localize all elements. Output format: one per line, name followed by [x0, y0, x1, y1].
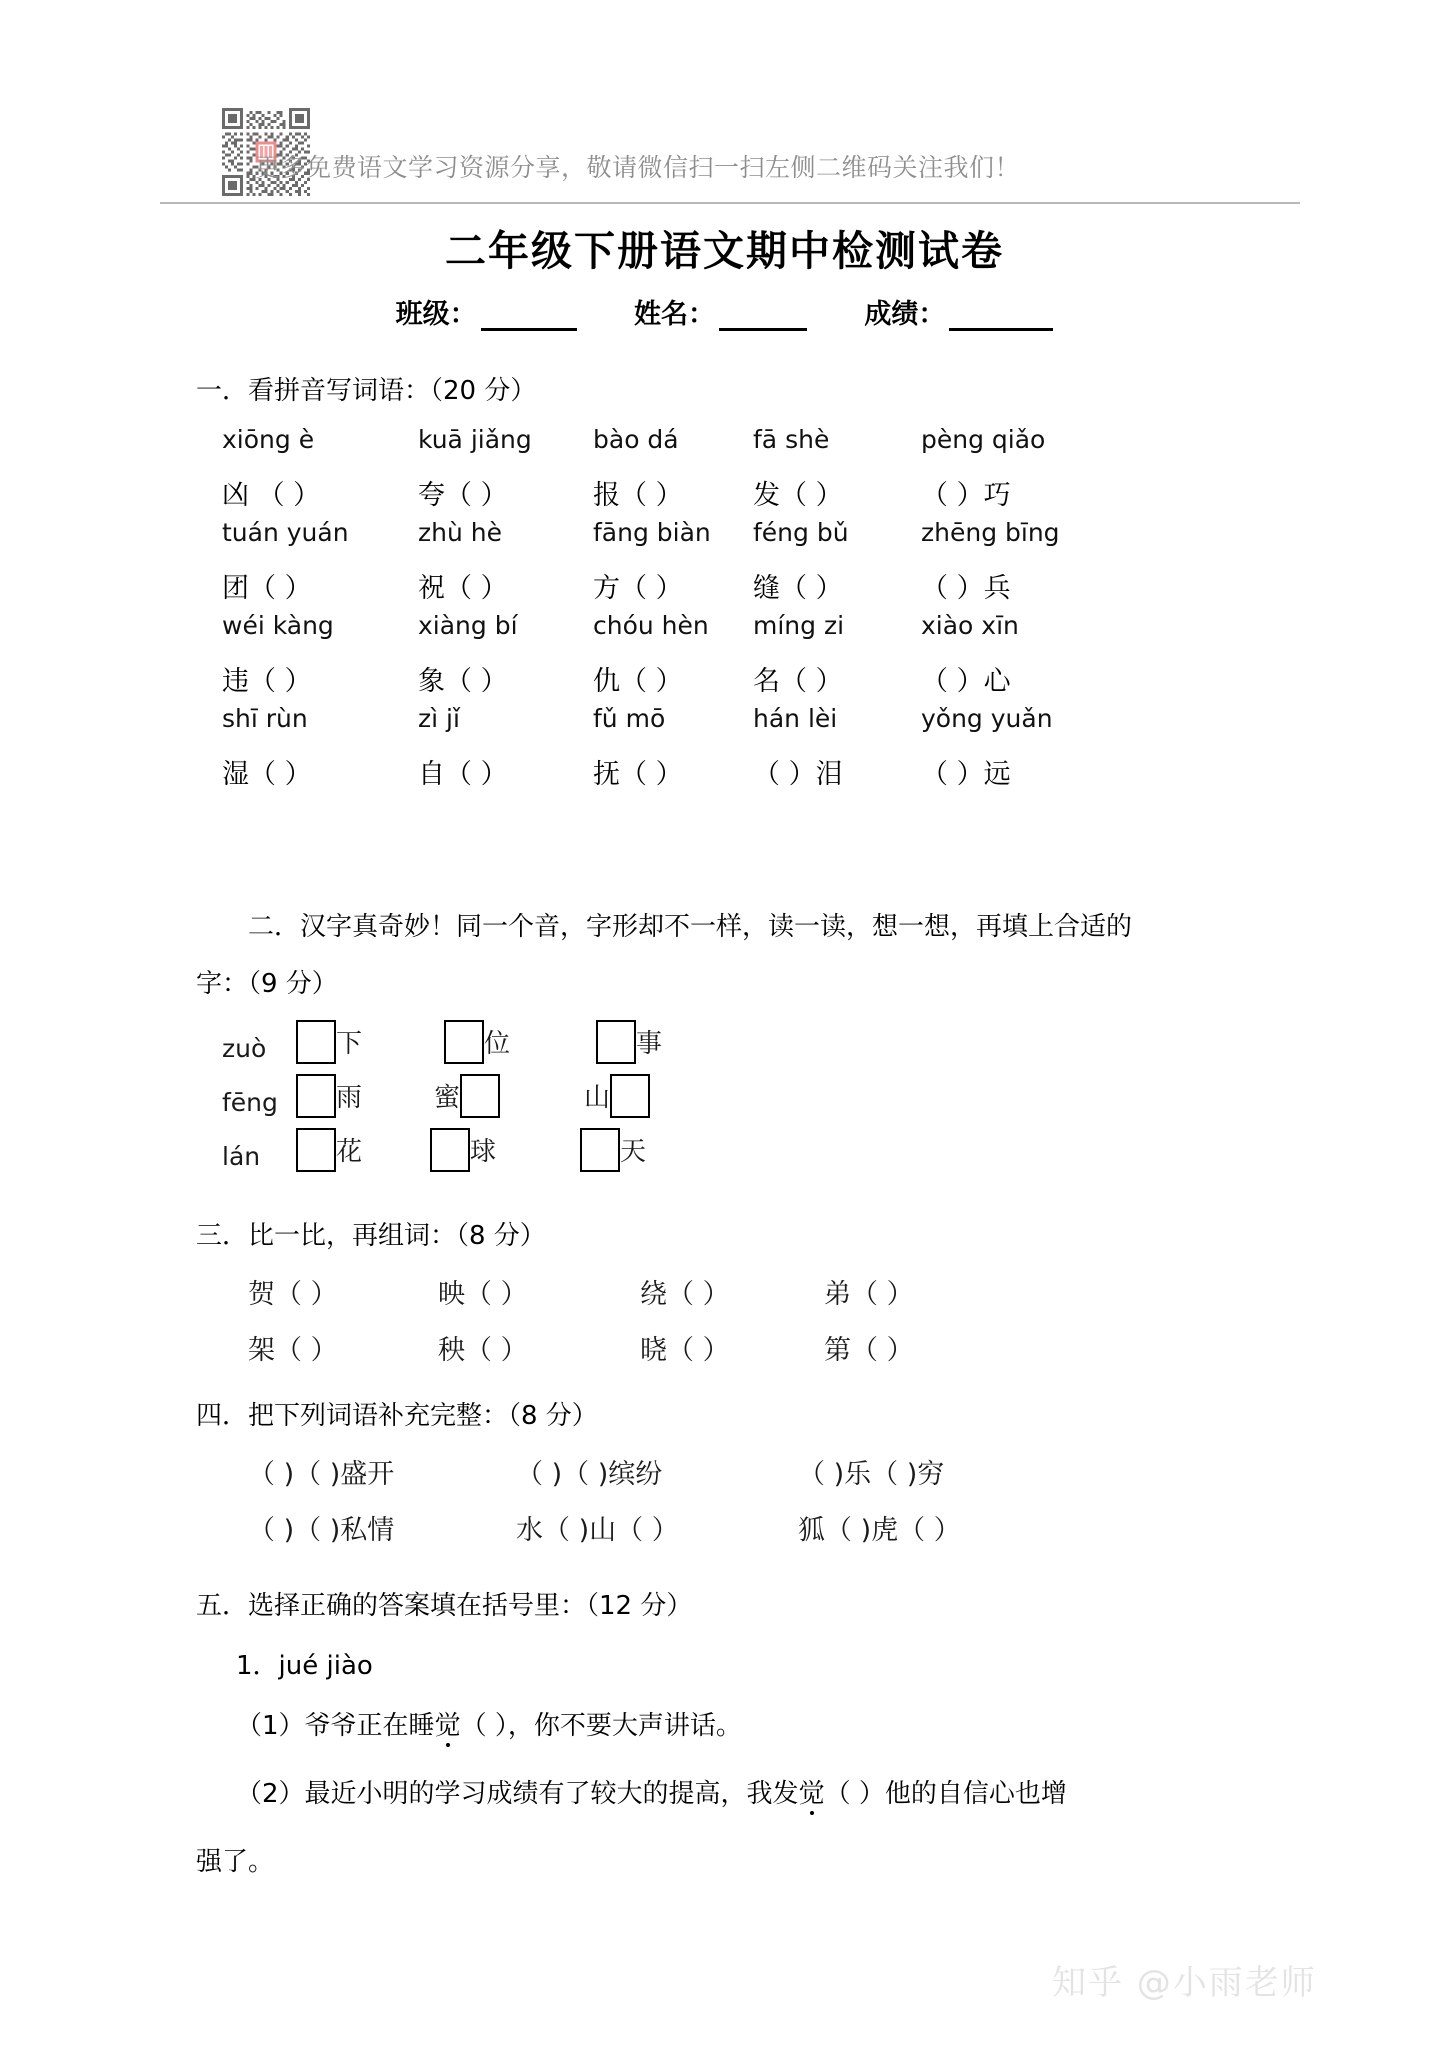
- section-5-heading: 五．选择正确的答案填在括号里：（12 分）: [196, 1591, 693, 1621]
- promo-divider: [160, 202, 1300, 204]
- answer-cell[interactable]: （ ）泪: [753, 759, 843, 790]
- box-char: 下: [336, 1028, 363, 1059]
- box-char: 球: [470, 1136, 497, 1167]
- section-1-heading: 一．看拼音写词语：（20 分）: [196, 376, 537, 406]
- answer-cell[interactable]: （ ）远: [921, 759, 1011, 790]
- word-build-cell[interactable]: 第（ ）: [824, 1335, 914, 1366]
- section-5-item-number: 1．jué jiào: [236, 1651, 373, 1681]
- answer-cell[interactable]: 违（ ）: [222, 666, 312, 697]
- answer-cell[interactable]: 象（ ）: [418, 666, 508, 697]
- pinyin-cell: kuā jiǎng: [418, 425, 532, 454]
- section-2-row-zuo: [222, 1018, 922, 1076]
- answer-box[interactable]: [296, 1020, 336, 1064]
- watermark: 知乎 @小雨老师: [1052, 1963, 1317, 2003]
- class-field[interactable]: [396, 292, 577, 331]
- pinyin-cell: chóu hèn: [593, 611, 709, 640]
- word-build-cell[interactable]: 晓（ ）: [640, 1335, 730, 1366]
- question-text-before: 爷爷正在睡: [304, 1711, 435, 1741]
- section-5-question-2[interactable]: [236, 1773, 1067, 1810]
- idiom-cell[interactable]: 狐（ )虎（ ）: [798, 1515, 961, 1546]
- emphasized-char: 觉: [798, 1779, 825, 1809]
- box-char: 天: [620, 1136, 647, 1167]
- box-group[interactable]: [434, 1074, 500, 1128]
- section-5-question-2-continued: 强了。: [196, 1847, 275, 1877]
- section-3-row-1[interactable]: [248, 1272, 1248, 1311]
- box-group[interactable]: [596, 1020, 662, 1074]
- section-4-heading: 四．把下列词语补充完整：（8 分）: [196, 1401, 598, 1431]
- answer-box[interactable]: [296, 1128, 336, 1172]
- word-build-cell[interactable]: 贺（ ）: [248, 1279, 338, 1310]
- answer-box[interactable]: [596, 1020, 636, 1064]
- idiom-cell[interactable]: （ )乐（ )穷: [798, 1459, 945, 1490]
- answer-box[interactable]: [430, 1128, 470, 1172]
- answer-cell[interactable]: 抚（ ）: [593, 759, 683, 790]
- answer-cell[interactable]: 发（ ）: [753, 480, 843, 511]
- question-number: （2）: [236, 1779, 305, 1809]
- idiom-cell[interactable]: 水（ )山（ ）: [516, 1515, 679, 1546]
- section-1-answer-row-4[interactable]: [222, 752, 1182, 791]
- section-2-pinyin-label: fēng: [222, 1088, 278, 1117]
- answer-cell[interactable]: （ ）心: [921, 666, 1011, 697]
- emphasized-char: 觉: [434, 1711, 461, 1741]
- answer-box[interactable]: [580, 1128, 620, 1172]
- name-blank[interactable]: [719, 304, 807, 331]
- pinyin-cell: pèng qiǎo: [921, 425, 1046, 454]
- section-2-heading-line1: 二．汉字真奇妙！同一个音，字形却不一样，读一读，想一想，再填上合适的: [248, 912, 1133, 942]
- box-char: 蜜: [434, 1082, 461, 1113]
- box-char: 雨: [336, 1082, 363, 1113]
- section-1-pinyin-row-1: [222, 425, 1182, 454]
- section-3-heading: 三．比一比，再组词：（8 分）: [196, 1221, 546, 1251]
- answer-cell[interactable]: （ ）兵: [921, 573, 1011, 604]
- pinyin-cell: hán lèi: [753, 704, 838, 733]
- answer-cell[interactable]: 祝（ ）: [418, 573, 508, 604]
- answer-cell[interactable]: 缝（ ）: [753, 573, 843, 604]
- pinyin-cell: xiōng è: [222, 425, 315, 454]
- box-char: 位: [484, 1028, 511, 1059]
- idiom-cell[interactable]: （ )（ )缤纷: [516, 1459, 663, 1490]
- word-build-cell[interactable]: 弟（ ）: [824, 1279, 914, 1310]
- section-1-pinyin-row-2: [222, 518, 1182, 547]
- name-field[interactable]: [634, 292, 807, 331]
- pinyin-cell: fǔ mō: [593, 704, 666, 733]
- box-char: 事: [636, 1028, 663, 1059]
- word-build-cell[interactable]: 绕（ ）: [640, 1279, 730, 1310]
- pinyin-cell: bào dá: [593, 425, 679, 454]
- name-label: 姓名：: [634, 299, 715, 330]
- word-build-cell[interactable]: 映（ ）: [438, 1279, 528, 1310]
- score-label: 成绩：: [864, 299, 946, 330]
- section-1-answer-row-1[interactable]: [222, 473, 1182, 512]
- answer-cell[interactable]: 团（ ）: [222, 573, 312, 604]
- box-group[interactable]: [444, 1020, 510, 1074]
- answer-cell[interactable]: 自（ ）: [418, 759, 508, 790]
- pinyin-cell: xiàng bí: [418, 611, 518, 640]
- section-2-row-feng: [222, 1072, 922, 1130]
- idiom-cell[interactable]: （ )（ )盛开: [248, 1459, 395, 1490]
- student-info-row: [0, 292, 1449, 331]
- page-title: 二年级下册语文期中检测试卷: [445, 227, 1004, 275]
- promo-banner: [160, 86, 1300, 204]
- pinyin-cell: fāng biàn: [593, 518, 711, 547]
- box-group[interactable]: [296, 1128, 362, 1182]
- box-char: 山: [584, 1082, 611, 1113]
- pinyin-cell: shī rùn: [222, 704, 308, 733]
- answer-box[interactable]: [296, 1074, 336, 1118]
- answer-cell[interactable]: 报（ ）: [593, 480, 683, 511]
- box-group[interactable]: [584, 1074, 650, 1128]
- section-1-pinyin-row-3: [222, 611, 1182, 640]
- box-group[interactable]: [580, 1128, 646, 1182]
- pinyin-cell: tuán yuán: [222, 518, 349, 547]
- pinyin-cell: yǒng yuǎn: [921, 704, 1053, 733]
- answer-cell[interactable]: 夸（ ）: [418, 480, 508, 511]
- box-group[interactable]: [296, 1074, 362, 1128]
- answer-box[interactable]: [444, 1020, 484, 1064]
- question-text-before: 最近小明的学习成绩有了较大的提高，我发: [304, 1779, 799, 1809]
- answer-cell[interactable]: 仇（ ）: [593, 666, 683, 697]
- question-text-after[interactable]: （ ）他的自信心也增: [824, 1779, 1067, 1809]
- word-build-cell[interactable]: 秧（ ）: [438, 1335, 528, 1366]
- idiom-cell[interactable]: （ )（ )私情: [248, 1515, 395, 1546]
- pinyin-cell: wéi kàng: [222, 611, 334, 640]
- pinyin-cell: zhù hè: [418, 518, 502, 547]
- section-2-pinyin-label: lán: [222, 1142, 261, 1171]
- section-3-row-2[interactable]: [248, 1328, 1248, 1367]
- pinyin-cell: féng bǔ: [753, 518, 849, 547]
- box-char: 花: [336, 1136, 363, 1167]
- class-label: 班级：: [395, 299, 477, 330]
- section-2-pinyin-label: zuò: [222, 1034, 267, 1063]
- question-number: （1）: [236, 1711, 305, 1741]
- answer-box[interactable]: [460, 1074, 500, 1118]
- promo-text: 更多免费语文学习资源分享，敬请微信扫一扫左侧二维码关注我们！: [255, 153, 1021, 182]
- answer-box[interactable]: [610, 1074, 650, 1118]
- section-4-row-1[interactable]: [248, 1452, 1248, 1491]
- section-1-answer-row-3[interactable]: [222, 659, 1182, 698]
- answer-cell[interactable]: 名（ ）: [753, 666, 843, 697]
- pinyin-cell: zhēng bīng: [921, 518, 1060, 547]
- score-blank[interactable]: [949, 304, 1053, 331]
- answer-cell[interactable]: 方（ ）: [593, 573, 683, 604]
- class-blank[interactable]: [481, 304, 577, 331]
- score-field[interactable]: [864, 292, 1053, 331]
- pinyin-cell: zì jǐ: [418, 704, 460, 733]
- box-group[interactable]: [430, 1128, 496, 1182]
- section-2-heading-line2: 字：（9 分）: [196, 969, 338, 999]
- box-group[interactable]: [296, 1020, 362, 1074]
- pinyin-cell: míng zi: [753, 611, 845, 640]
- word-build-cell[interactable]: 架（ ）: [248, 1335, 338, 1366]
- section-5-question-1[interactable]: [236, 1705, 742, 1742]
- pinyin-cell: fā shè: [753, 425, 830, 454]
- answer-cell[interactable]: 凶 （ ）: [222, 480, 321, 511]
- section-1-pinyin-row-4: [222, 704, 1182, 733]
- section-1-answer-row-2[interactable]: [222, 566, 1182, 605]
- section-4-row-2[interactable]: [248, 1508, 1248, 1547]
- question-text-after[interactable]: （ ），你不要大声讲话。: [460, 1711, 742, 1741]
- section-2-row-lan: [222, 1126, 922, 1184]
- pinyin-cell: xiào xīn: [921, 611, 1019, 640]
- answer-cell[interactable]: 湿（ ）: [222, 759, 312, 790]
- answer-cell[interactable]: （ ）巧: [921, 480, 1011, 511]
